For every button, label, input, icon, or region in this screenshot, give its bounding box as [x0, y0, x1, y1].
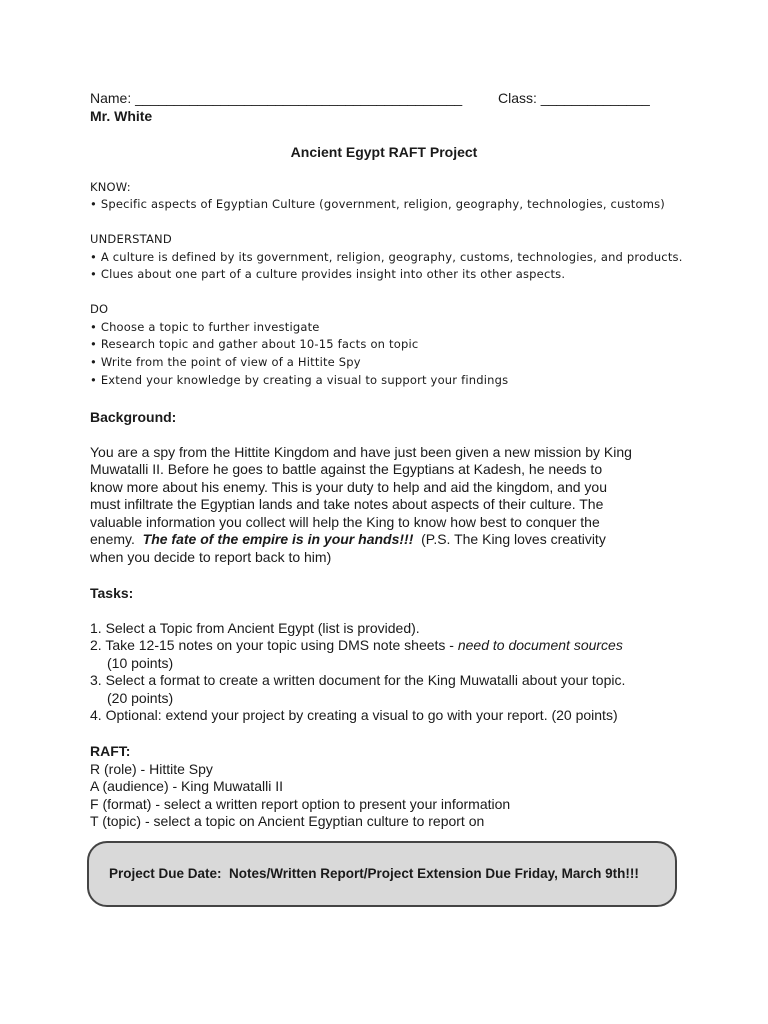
know-heading: KNOW: [90, 180, 131, 194]
raft-heading: RAFT: [90, 743, 131, 759]
background-line: know more about his enemy. This is your duty to help and aid the kingdom, and you [90, 479, 608, 495]
background-line: You are a spy from the Hittite Kingdom and have just been given a new mission by King [90, 444, 632, 460]
due-date-label: Project Due Date: [109, 866, 222, 881]
emphasis-text: The fate of the empire is in your hands!!! [142, 531, 414, 547]
page-title: Ancient Egypt RAFT Project [290, 144, 478, 160]
raft-item: F (format) - select a written report option to present your information [90, 796, 511, 812]
do-item: • Choose a topic to further investigate [90, 320, 320, 334]
background-heading: Background: [90, 409, 177, 425]
do-heading: DO [90, 302, 109, 316]
background-line: Muwatalli II. Before he goes to battle against the Egyptians at Kadesh, he needs to [90, 461, 603, 477]
understand-heading: UNDERSTAND [90, 232, 172, 246]
task-item: 4. Optional: extend your project by creating a visual to go with your report. (20 points) [90, 707, 618, 723]
background-line-emphasis [90, 531, 606, 549]
task-emphasis: need to document sources [457, 637, 623, 653]
raft-item: A (audience) - King Muwatalli II [90, 778, 283, 794]
background-text: enemy. [90, 531, 143, 547]
task-points: (10 points) [107, 655, 174, 671]
teacher-name: Mr. White [90, 108, 153, 124]
name-field-line: Name: __________________________________________ [90, 90, 463, 106]
know-item: • Specific aspects of Egyptian Culture (government, religion, geography, technologies, customs) [90, 197, 665, 211]
background-line: valuable information you collect will help the King to know how best to conquer the [90, 514, 600, 530]
due-date-value: Notes/Written Report/Project Extension Due Friday, March 9th!!! [229, 866, 639, 881]
tasks-heading: Tasks: [90, 585, 134, 601]
background-line: must infiltrate the Egyptian lands and take notes about aspects of their culture. The [90, 496, 604, 512]
raft-item: T (topic) - select a topic on Ancient Egyptian culture to report on [90, 813, 485, 829]
task-points: (20 points) [107, 690, 174, 706]
background-line: when you decide to report back to him) [90, 549, 332, 565]
background-text: (P.S. The King loves creativity [413, 531, 606, 547]
raft-item: R (role) - Hittite Spy [90, 761, 213, 777]
class-field-line: Class: ______________ [498, 90, 650, 106]
do-item: • Write from the point of view of a Hittite Spy [90, 355, 361, 369]
due-date-text [109, 866, 639, 881]
understand-item: • Clues about one part of a culture provides insight into other its other aspects. [90, 267, 566, 281]
task-item [90, 637, 623, 655]
understand-item: • A culture is defined by its government, religion, geography, customs, technologies, and products. [90, 250, 683, 264]
task-item: 3. Select a format to create a written document for the King Muwatalli about your topic. [90, 672, 626, 688]
task-text: 2. Take 12-15 notes on your topic using DMS note sheets - [90, 637, 458, 653]
task-item: 1. Select a Topic from Ancient Egypt (list is provided). [90, 620, 420, 636]
do-item: • Extend your knowledge by creating a visual to support your findings [90, 373, 509, 387]
due-date-box [87, 841, 677, 907]
do-item: • Research topic and gather about 10-15 facts on topic [90, 337, 419, 351]
